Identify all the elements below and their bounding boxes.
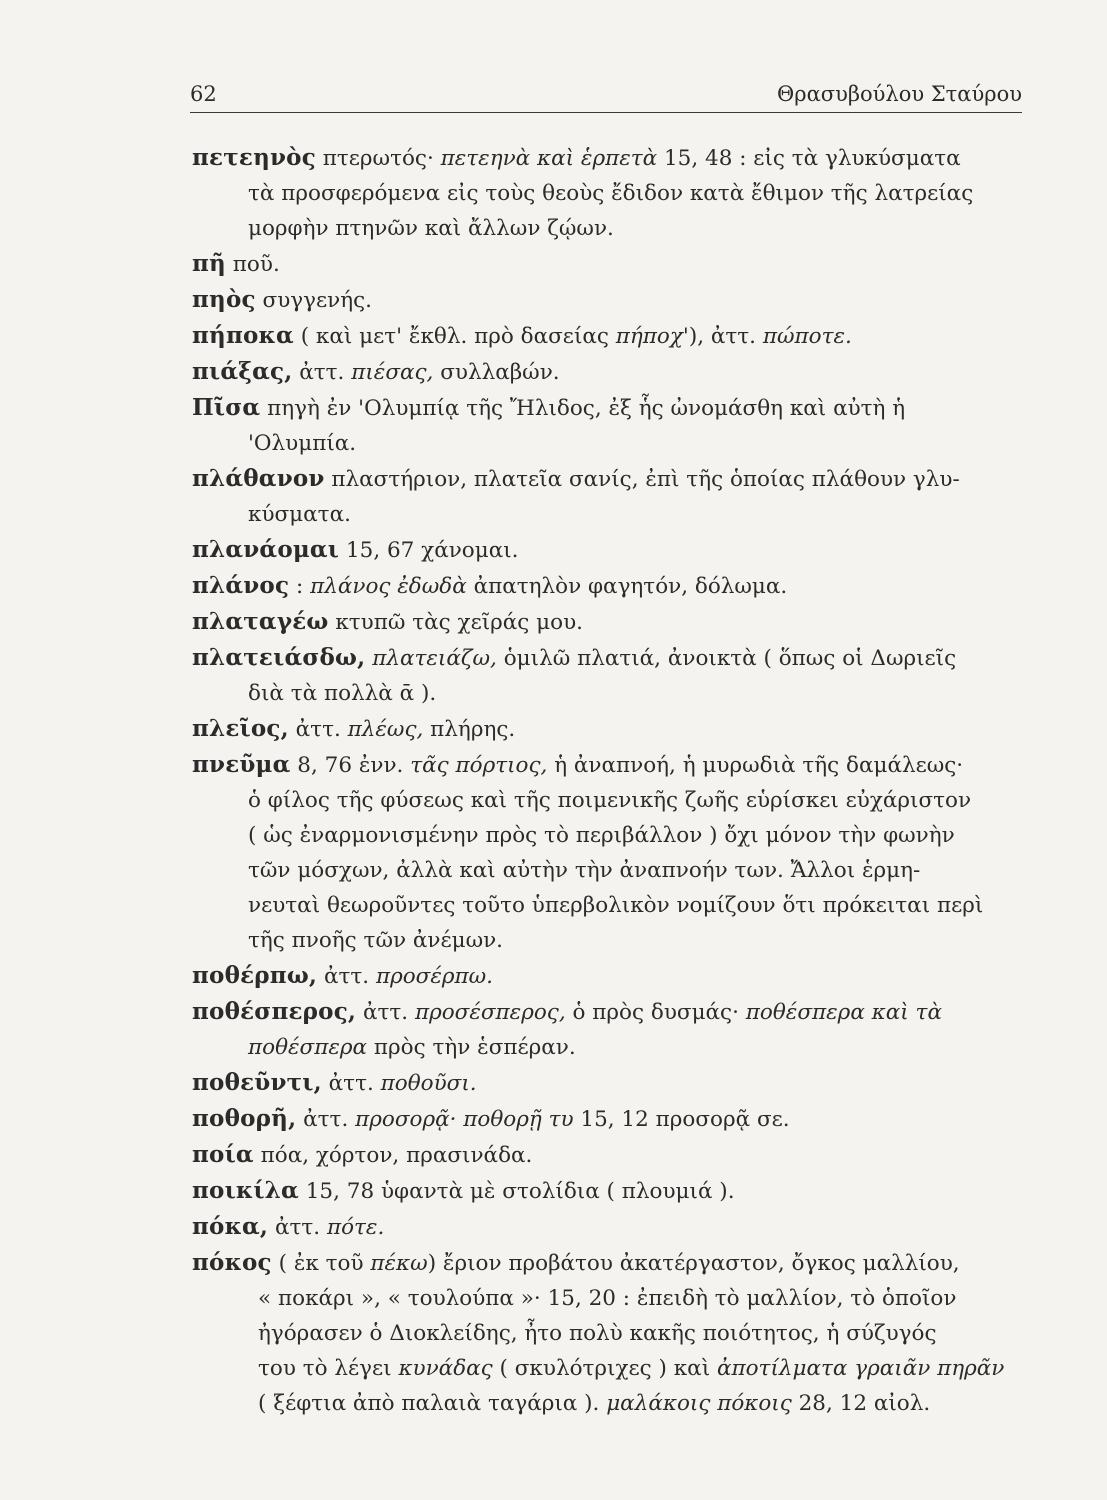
definition-text: ( ἐκ τοῦ <box>271 1251 371 1276</box>
glossary-entry <box>192 1137 1037 1173</box>
entry-continuation-line <box>192 1281 1037 1316</box>
entry-continuation-line <box>192 853 1037 888</box>
entry-continuation-line <box>192 783 1037 818</box>
quotation-text: πώποτε. <box>762 324 852 349</box>
entry-first-line <box>192 140 1037 176</box>
quotation-text: πλάνος ἐδωδὰ <box>310 574 467 599</box>
definition-text: ἀττ. <box>292 360 352 385</box>
definition-text: ), ἀττ. <box>688 324 763 349</box>
quotation-text: πλατειάζω, <box>372 646 497 671</box>
definition-text: ὁ φίλος τῆς φύσεως καὶ τῆς ποιμενικῆς ζωῆς εὑρίσκει εὐχάριστον <box>248 788 972 813</box>
running-title: Θρασυβούλου Σταύρου <box>777 82 1022 106</box>
entry-continuation-line <box>192 1030 1037 1065</box>
glossary-entry <box>192 958 1037 994</box>
quotation-text: προσέρπω. <box>375 964 494 989</box>
headword: ποικίλα <box>192 1177 299 1204</box>
entry-first-line <box>192 1245 1037 1281</box>
definition-text: πτερωτός· <box>315 146 441 171</box>
entry-continuation-line <box>192 426 1037 461</box>
entry-first-line <box>192 604 1037 640</box>
entry-first-line <box>192 568 1037 604</box>
glossary-entry <box>192 318 1037 354</box>
definition-text: 15, 78 ὑφαντὰ μὲ στολίδια ( πλουμιά ). <box>298 1179 735 1204</box>
definition-text: ἀττ. <box>288 717 348 742</box>
quotation-text: ποθέσπερα <box>248 1035 368 1060</box>
entry-first-line <box>192 461 1037 497</box>
definition-text: 'Ολυμπία. <box>248 431 357 456</box>
entry-first-line <box>192 958 1037 994</box>
entry-first-line <box>192 532 1037 568</box>
definition-text: πόα, χόρτον, πρασινάδα. <box>253 1143 533 1168</box>
quotation-text: πλέως, <box>347 717 424 742</box>
glossary-entry <box>192 1173 1037 1209</box>
definition-text: ἀπατηλὸν φαγητόν, δόλωμα. <box>466 574 788 599</box>
quotation-text: προσέσπερος, <box>414 1000 566 1025</box>
definition-text: ἀττ. <box>296 1107 356 1132</box>
definition-text: ( ὡς ἐναρμονισμένην πρὸς τὸ περιβάλλον ) ὄχι μόνον τὴν φωνὴν <box>248 823 955 848</box>
headword: πνεῦμα <box>192 751 291 778</box>
headword: πλάνος <box>192 572 290 599</box>
quotation-text: ποθέσπερα καὶ τὰ <box>745 1000 942 1025</box>
glossary-entry <box>192 1101 1037 1137</box>
entry-continuation-line <box>192 1351 1037 1386</box>
quotation-text: πιέσας, <box>351 360 434 385</box>
glossary-entry <box>192 390 1037 461</box>
glossary-entry <box>192 282 1037 318</box>
definition-text: : <box>289 574 311 599</box>
entry-first-line <box>192 640 1037 676</box>
definition-text: ἀττ. <box>356 1000 415 1025</box>
entry-first-line <box>192 390 1037 426</box>
headword: πόκα, <box>192 1213 269 1240</box>
definition-text: ) ἔριον προβάτου ἀκατέργαστον, ὄγκος μαλλίου, <box>427 1251 960 1276</box>
definition-text: τῶν μόσχων, ἀλλὰ καὶ αὐτὴν τὴν ἀναπνοήν των. Ἄλλοι ἑρμη- <box>248 858 921 883</box>
definition-text: τῆς πνοῆς τῶν ἀνέμων. <box>248 928 504 953</box>
definition-text: ( καὶ μετ' ἔκθλ. πρὸ δασείας <box>293 324 616 349</box>
definition-text: ( ξέφτια ἀπὸ παλαιὰ ταγάρια ). <box>258 1391 607 1416</box>
quotation-text: τᾶς πόρτιος, <box>410 753 548 778</box>
quotation-text: κυνάδας <box>398 1356 493 1381</box>
entry-first-line <box>192 1137 1037 1173</box>
definition-text: του τὸ λέγει <box>258 1356 399 1381</box>
headword: ποθορῆ, <box>192 1105 297 1132</box>
definition-text: ἀττ. <box>317 964 376 989</box>
headword: πλάθανον <box>192 465 325 492</box>
definition-text: 28, 12 αἰολ. <box>791 1391 931 1416</box>
definition-text: ἀττ. <box>321 1071 381 1096</box>
definition-text: 15, 67 χάνομαι. <box>339 538 519 563</box>
entry-continuation-line <box>192 923 1037 958</box>
headword: ποθεῦντι, <box>192 1069 322 1096</box>
entry-first-line <box>192 282 1037 318</box>
definition-text: τὰ προσφερόμενα εἰς τοὺς θεοὺς ἔδιδον κατὰ ἔθιμον τῆς λατρείας <box>248 181 974 206</box>
entry-first-line <box>192 994 1037 1030</box>
quotation-text: ποθοῦσι. <box>380 1071 477 1096</box>
definition-text: μορφὴν πτηνῶν καὶ ἄλλων ζῴων. <box>248 216 614 241</box>
quotation-text: πήποχ' <box>615 324 689 349</box>
quotation-text: πότε. <box>326 1215 385 1240</box>
definition-text: 8, 76 ἐνν. <box>290 753 411 778</box>
definition-text: ἀττ. <box>268 1215 327 1240</box>
definition-text: συγγενής. <box>255 288 372 313</box>
entry-first-line <box>192 318 1037 354</box>
definition-text: ( σκυλότριχες ) καὶ <box>492 1356 717 1381</box>
glossary-entry <box>192 747 1037 958</box>
quotation-text: πετεηνὰ καὶ ἑρπετὰ <box>440 146 658 171</box>
headword: ποθέρπω, <box>192 962 318 989</box>
entry-first-line <box>192 711 1037 747</box>
entry-first-line <box>192 1209 1037 1245</box>
glossary-entry <box>192 1209 1037 1245</box>
entry-continuation-line <box>192 818 1037 853</box>
headword: πιάξας, <box>192 358 293 385</box>
definition-text: ἠγόρασεν ὁ Διοκλείδης, ἦτο πολὺ κακῆς ποιότητος, ἡ σύζυγός <box>258 1321 937 1346</box>
definition-text: πηγὴ ἐν 'Ολυμπίᾳ τῆς Ἤλιδος, ἐξ ἧς ὠνομάσθη καὶ αὐτὴ ἡ <box>260 396 906 421</box>
glossary-entries <box>192 140 1037 1421</box>
definition-text: συλλαβών. <box>433 360 560 385</box>
quotation-text: ἀποτίλματα γραιᾶν πηρᾶν <box>716 1356 1005 1381</box>
glossary-entry <box>192 1245 1037 1421</box>
entry-first-line <box>192 354 1037 390</box>
definition-text: κύσματα. <box>248 502 351 527</box>
definition-text: ὁ πρὸς δυσμάς· <box>565 1000 746 1025</box>
glossary-entry <box>192 1065 1037 1101</box>
headword: πόκος <box>192 1249 272 1276</box>
definition-text: νευταὶ θεωροῦντες τοῦτο ὑπερβολικὸν νομίζουν ὅτι πρόκειται περὶ <box>248 893 984 918</box>
glossary-entry <box>192 994 1037 1065</box>
headword: πλαταγέω <box>192 608 329 635</box>
definition-text: κτυπῶ τὰς χεῖράς μου. <box>328 610 583 635</box>
entry-first-line <box>192 1101 1037 1137</box>
page-header <box>190 76 1022 113</box>
glossary-entry <box>192 640 1037 711</box>
headword: πλεῖος, <box>192 715 289 742</box>
glossary-entry <box>192 532 1037 568</box>
page-number: 62 <box>190 82 217 106</box>
headword: ποθέσπερος, <box>192 998 357 1025</box>
entry-continuation-line <box>192 497 1037 532</box>
definition-text: ὁμιλῶ πλατιά, ἀνοικτὰ ( ὅπως οἱ Δωριεῖς <box>496 646 957 671</box>
glossary-entry <box>192 568 1037 604</box>
quotation-text: προσορᾷ· ποθορῇ τυ <box>355 1107 574 1132</box>
entry-continuation-line <box>192 176 1037 211</box>
headword: πετεηνὸς <box>192 144 316 171</box>
glossary-entry <box>192 354 1037 390</box>
glossary-entry <box>192 604 1037 640</box>
definition-text: 15, 48 : εἰς τὰ γλυκύσματα <box>657 146 961 171</box>
entry-first-line <box>192 747 1037 783</box>
quotation-text: πέκω <box>370 1251 428 1276</box>
entry-continuation-line <box>192 211 1037 246</box>
entry-continuation-line <box>192 676 1037 711</box>
definition-text: ἡ ἀναπνοή, ἡ μυρωδιὰ τῆς δαμάλεως· <box>547 753 964 778</box>
definition-text: πρὸς τὴν ἑσπέραν. <box>367 1035 576 1060</box>
headword: πῆ <box>192 250 226 277</box>
headword: πλανάομαι <box>192 536 340 563</box>
headword: πλατειάσδω, <box>192 644 366 671</box>
definition-text: ποῦ. <box>225 252 280 277</box>
quotation-text: μαλάκοις πόκοις <box>606 1391 792 1416</box>
headword: πήποκα <box>192 322 294 349</box>
entry-first-line <box>192 246 1037 282</box>
definition-text: πλήρης. <box>423 717 516 742</box>
headword: πηὸς <box>192 286 256 313</box>
definition-text: διὰ τὰ πολλὰ ᾱ ). <box>248 681 437 706</box>
headword: ποία <box>192 1141 254 1168</box>
definition-text: πλαστήριον, πλατεῖα σανίς, ἐπὶ τῆς ὁποίας πλάθουν γλυ- <box>324 467 960 492</box>
entry-continuation-line <box>192 1386 1037 1421</box>
entry-first-line <box>192 1065 1037 1101</box>
entry-first-line <box>192 1173 1037 1209</box>
glossary-entry <box>192 246 1037 282</box>
glossary-entry <box>192 461 1037 532</box>
definition-text: 15, 12 προσορᾷ σε. <box>573 1107 790 1132</box>
glossary-entry <box>192 711 1037 747</box>
glossary-entry <box>192 140 1037 246</box>
entry-continuation-line <box>192 1316 1037 1351</box>
definition-text: « ποκάρι », « τουλούπα »· 15, 20 : ἐπειδὴ τὸ μαλλίον, τὸ ὁποῖον <box>258 1286 957 1311</box>
entry-continuation-line <box>192 888 1037 923</box>
headword: Πῖσα <box>192 394 261 421</box>
